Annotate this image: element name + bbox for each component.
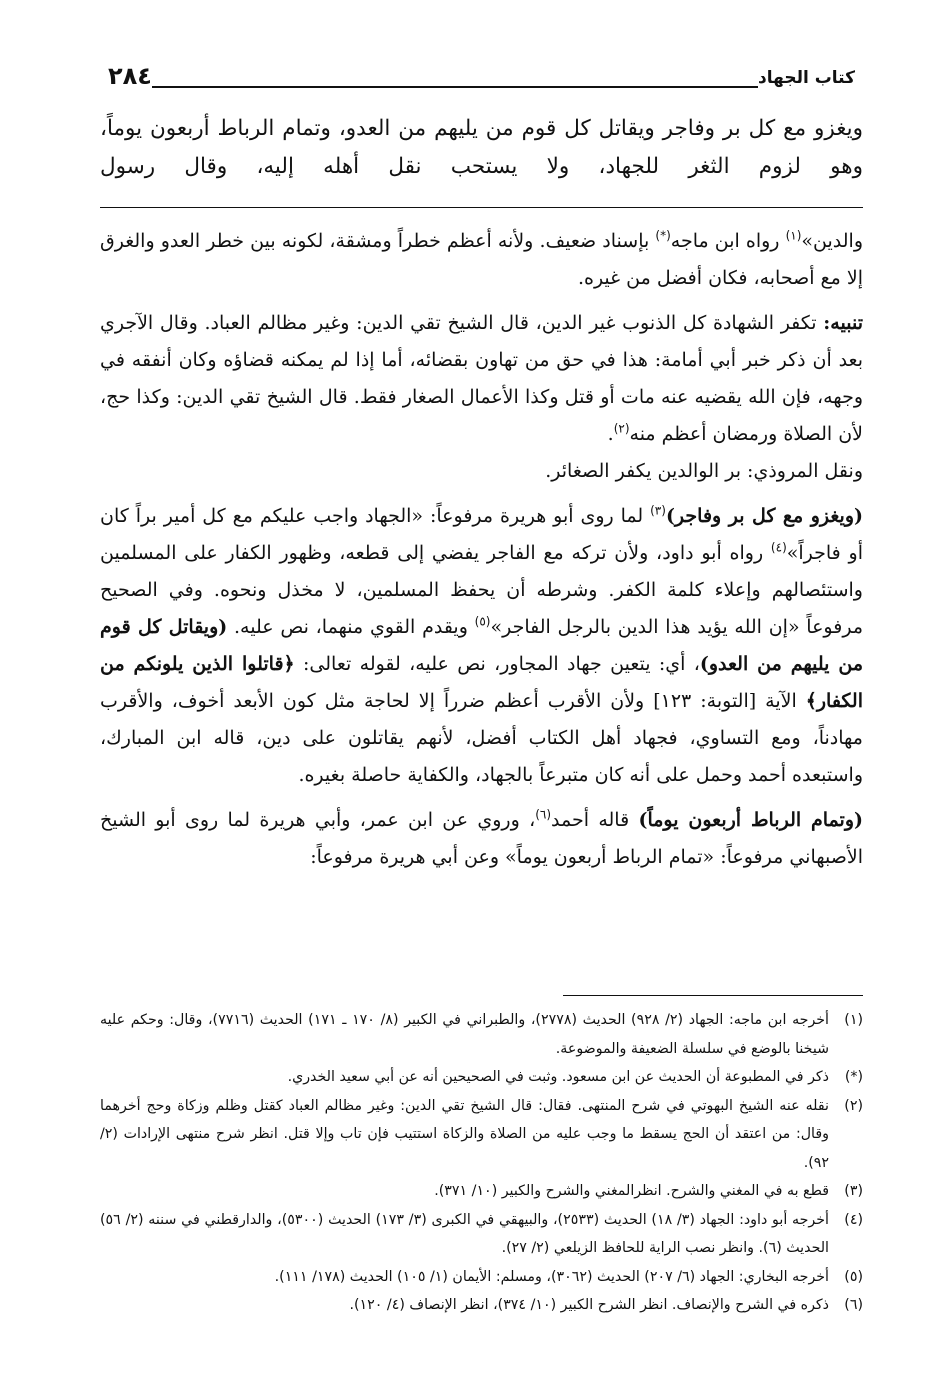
- book-title: كتاب الجهاد: [758, 67, 863, 89]
- note-label: تنبيه:: [823, 312, 863, 334]
- matn-quote: (وتمام الرباط أربعون يوماً): [638, 809, 863, 831]
- footnote-text: ذكره في الشرح والإنصاف. انظر الشرح الكبير (١٠/ ٣٧٤)، انظر الإنصاف (٤/ ١٢٠).: [349, 1297, 829, 1313]
- footnote-ref[interactable]: (٢): [613, 421, 630, 436]
- sharh-paragraph-4: [100, 498, 863, 794]
- text-run: .: [607, 423, 614, 445]
- footnote-item: [100, 1063, 863, 1092]
- text-run: بإسناد ضعيف. ولأنه أعظم خطراً ومشقة، لكونه بين خطر العدو والغرق إلا مع أصحابه، فكان أفضل من غيره.: [100, 230, 863, 289]
- matn-quote: (ويقاتل كل قوم من يليهم من العدو): [100, 616, 863, 675]
- footnote-number: (٤): [844, 1211, 863, 1228]
- footnote-ref[interactable]: (٤): [770, 540, 787, 555]
- footnote-ref[interactable]: (*): [655, 228, 671, 243]
- text-run: رواه ابن ماجه: [670, 230, 786, 252]
- text-run: لما روى أبو هريرة مرفوعاً: «الجهاد واجب عليكم مع كل أمير براً كان أو فاجراً»: [100, 505, 864, 564]
- footnote-ref[interactable]: (٦): [535, 807, 552, 822]
- footnote-text: أخرجه البخاري: الجهاد (٦/ ٢٠٧) الحديث (٣٠٦٢)، ومسلم: الأيمان (١/ ١٠٥) الحديث (١٧٨/ ١١١).: [274, 1268, 829, 1285]
- text-run: قاله أحمد: [551, 809, 639, 831]
- footnote-separator: [563, 995, 863, 996]
- footnote-item: [100, 1206, 863, 1263]
- footnote-number: (١): [844, 1012, 863, 1028]
- sharh-paragraph-3: ونقل المروذي: بر الوالدين يكفر الصغائر.: [545, 460, 863, 482]
- footnote-number: (٥): [844, 1268, 863, 1285]
- footnote-item: [100, 1263, 863, 1292]
- matn-paragraph: ويغزو مع كل بر وفاجر ويقاتل كل قوم من يليهم من العدو، وتمام الرباط أربعون يوماً، وهو لزوم الثغر للجهاد، ولا يستحب نقل أهله إليه، وقال رسول: [100, 116, 863, 179]
- text-run: ، وروي عن ابن عمر، وأبي هريرة لما روى أبو الشيخ الأصبهاني مرفوعاً: «تمام الرباط أربعون يوماً» وعن أبي هريرة مرفوعاً:: [100, 809, 863, 868]
- text-run: ويقدم القوي منهما، نص عليه.: [227, 616, 475, 638]
- text-run: رواه أبو داود، ولأن تركه مع الفاجر يفضي إلى قطعه، وظهور الكفار على المسلمين واستئصالهم وإعلاء كلمة الكفر. وشرطه أن يحفظ المسلمين، لا مخذل ونحوه. وفي الصحيح مرفوعاً «إن الله يؤيد هذا الدين بالرجل الفاجر»: [100, 542, 863, 638]
- sharh-paragraph-5: [100, 802, 863, 876]
- page-header: [100, 56, 863, 88]
- matn-separator: [100, 207, 863, 208]
- text-run: ، أي: يتعين جهاد المجاور، نص عليه، لقوله تعالى:: [294, 653, 700, 675]
- footnote-item: [100, 1177, 863, 1206]
- matn-quote: (ويغزو مع كل بر وفاجر): [665, 505, 863, 527]
- matn-text: [100, 110, 863, 186]
- footnote-number: (*): [844, 1069, 863, 1085]
- sharh-commentary: [100, 223, 863, 884]
- footnote-item: [100, 1092, 863, 1178]
- footnotes: [100, 1006, 863, 1320]
- footnote-text: أخرجه أبو داود: الجهاد (٣/ ١٨) الحديث (٢٥٣٣)، والبيهقي في الكبرى (٣/ ١٧٣) الحديث (٥٣٠٠)، والدارقطني في سننه (٢/ ٥٦) الحديث (٦). وانظر نصب الراية للحافظ الزيلعي (٢/ ٢٧).: [100, 1211, 829, 1256]
- footnote-text: أخرجه ابن ماجه: الجهاد (٢/ ٩٢٨) الحديث (٢٧٧٨)، والطبراني في الكبير (٨/ ١٧٠ ـ ١٧١) الحديث (٧٧١٦)، وقال: وحكم عليه شيخنا بالوضع في سلسلة الضعيفة والموضوعة.: [100, 1012, 829, 1057]
- footnote-text: قطع به في المغني والشرح. انظرالمغني والشرح والكبير (١٠/ ٣٧١).: [434, 1183, 829, 1199]
- footnote-text: ذكر في المطبوعة أن الحديث عن ابن مسعود. وثبت في الصحيحين أنه عن أبي سعيد الخدري.: [287, 1069, 829, 1085]
- footnote-item: [100, 1291, 863, 1320]
- footnote-ref[interactable]: (٥): [474, 614, 491, 629]
- text-run: تكفر الشهادة كل الذنوب غير الدين، قال الشيخ تقي الدين: وغير مظالم العباد. وقال الآجري بعد أن ذكر خبر أبي أمامة: هذا في حق من تهاون بقضائه، أما إذا لم يمكنه قضاؤه وكان أنفقه في وجهه، فإن الله يقضيه عنه مات أو قتل وكذا الأعمال الصغار فقط. قال الشيخ تقي الدين: وكذا حج، لأن الصلاة ورمضان أعظم منه: [100, 312, 863, 445]
- quran-ayah: ﴿قاتلوا الذين يلونكم من الكفار﴾: [100, 653, 863, 712]
- text-run: الآية [التوبة: ١٢٣] ولأن الأقرب أعظم ضرراً إلا لحاجة مثل كون الأبعد أخوف، والأقرب مهادناً، ومع التساوي، فجهاد أهل الكتاب أفضل، لأنهم يقاتلون على دين، قاله ابن المبارك، واستبعده أحمد وحمل على أنه كان متبرعاً بالجهاد، والكفاية حاصلة بغيره.: [100, 690, 863, 786]
- footnote-item: [100, 1006, 863, 1063]
- book-page: [100, 40, 863, 1318]
- footnote-ref[interactable]: (١): [785, 228, 802, 243]
- page-number: ٢٨٤: [100, 63, 152, 89]
- text-run: والدين»: [801, 230, 864, 252]
- footnote-number: (٣): [844, 1183, 863, 1199]
- sharh-paragraph-2: [100, 305, 863, 490]
- footnote-number: (٢): [844, 1097, 863, 1114]
- footnote-ref[interactable]: (٣): [650, 503, 666, 518]
- footnote-text: نقله عنه الشيخ البهوتي في شرح المنتهى. فقال: قال الشيخ تقي الدين: وغير مظالم العباد كقتل وظلم وزكاة وحج أخرهما وقال: من اعتقد أن الحج يسقط ما وجب عليه من الصلاة والزكاة استتيب فإن تاب وإلا قتل. انظر شرح منتهى الإرادات (٢/ ٩٢).: [100, 1097, 829, 1171]
- footnote-number: (٦): [844, 1297, 863, 1313]
- sharh-paragraph-1: [100, 223, 863, 297]
